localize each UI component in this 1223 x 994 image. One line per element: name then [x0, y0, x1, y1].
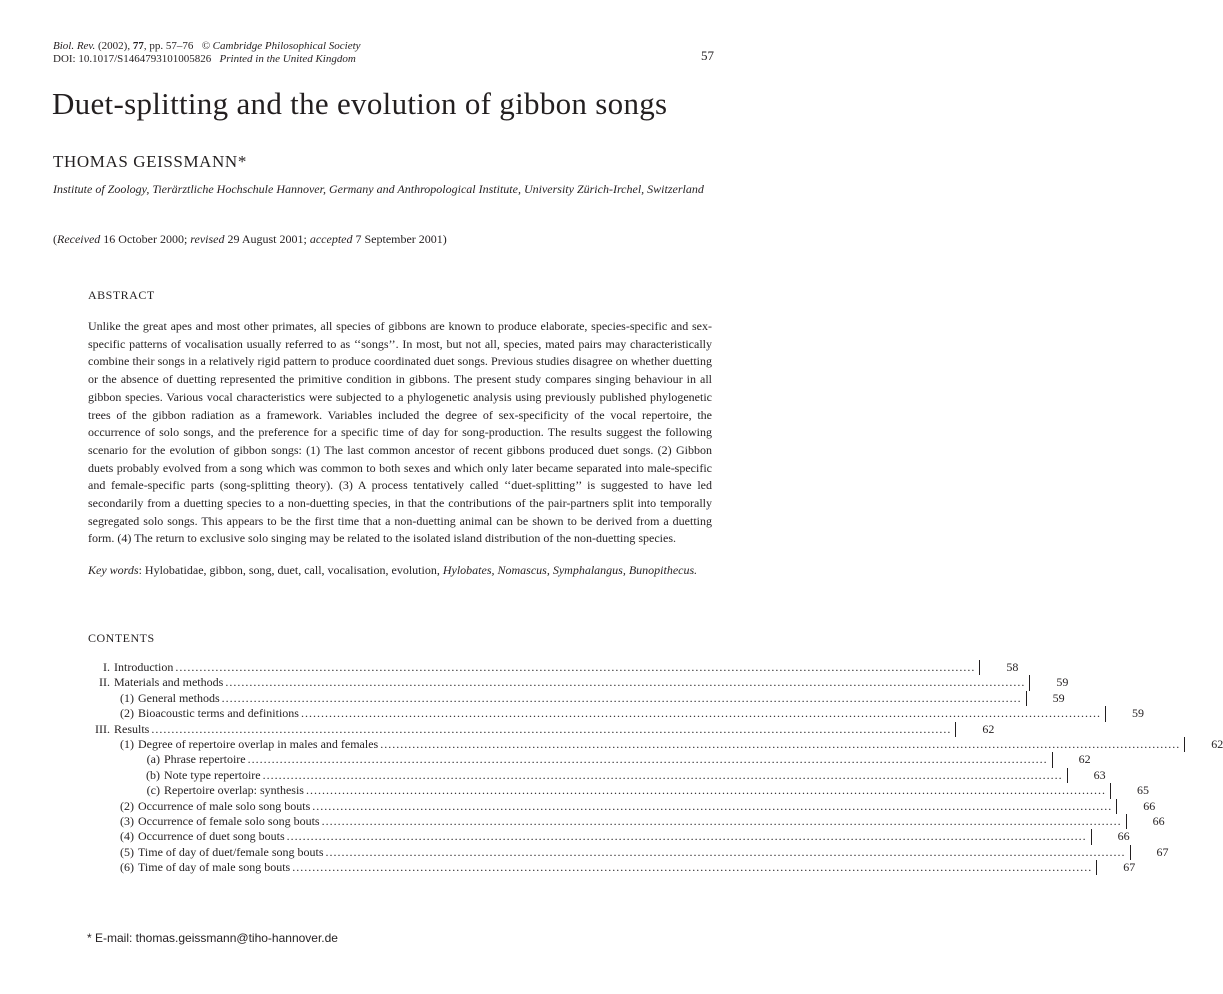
- toc-leader: ........................................................................................................................................................................................................: [286, 829, 1087, 844]
- table-of-contents: [88, 660, 1223, 875]
- email-footnote: * E-mail: thomas.geissmann@tiho-hannover.de: [87, 931, 338, 945]
- toc-number: (2): [120, 798, 134, 813]
- revised-label: revised: [190, 232, 225, 246]
- page-number: 57: [701, 48, 714, 63]
- toc-leader: ........................................................................................................................................................................................................: [221, 690, 1022, 705]
- toc-entry: [88, 798, 1156, 814]
- toc-entry: [88, 860, 1136, 875]
- toc-number: (1): [120, 736, 134, 751]
- abstract-body: Unlike the great apes and most other primates, all species of gibbons are known to produce elaborate, species-specific and sex-specific patterns of vocalisation usually referred to as ‘‘songs’’. In most, but not all, species, mated pairs may characteristically combine their songs in a relatively rigid pattern to produce coordinated duet songs. Previous studies disagree on whether duetting or the absence of duetting represented the primitive condition in gibbons. The present study compares singing behaviour in all gibbon species. Various vocal characteristics were subjected to a phylogenetic analysis using previously published phylogenetic trees of the gibbon radiation as a framework. Variables included the degree of sex-specificity of the vocal repertoire, the occurrence of solo songs, and the preference for a specific time of day for song-production. The results suggest the following scenario for the evolution of gibbon songs: (1) The last common ancestor of recent gibbons produced duet songs. (2) Gibbon duets probably evolved from a song which was common to both sexes and which only later became separated into male-specific and female-specific parts (song-splitting theory). (3) A process tentatively called ‘‘duet-splitting’’ is suggested to have led secondarily from a duetting species to a non-duetting species, in that the contributions of the pair-partners split into temporally segregated solo songs. This appears to be the first time that a non-duetting animal can be shown to be derived from a duetting form. (4) The return to exclusive solo singing may be related to the isolated island distribution of the non-duetting species.: [88, 319, 712, 546]
- journal-name: Biol. Rev.: [53, 40, 96, 52]
- journal-year: (2002),: [98, 40, 133, 52]
- toc-entry: [88, 660, 1019, 675]
- toc-leader: ........................................................................................................................................................................................................: [312, 798, 1113, 813]
- toc-entry: [88, 675, 1069, 690]
- toc-title: Time of day of male song bouts: [138, 860, 291, 875]
- toc-leader: ........................................................................................................................................................................................................: [300, 706, 1101, 721]
- toc-title: Bioacoustic terms and definitions: [138, 706, 299, 721]
- journal-pages: , pp. 57–76: [143, 40, 194, 52]
- copyright-notice: © Cambridge Philosophical Society: [201, 40, 361, 52]
- toc-leader: ........................................................................................................................................................................................................: [292, 860, 1093, 875]
- toc-title: Repertoire overlap: synthesis: [164, 783, 304, 798]
- toc-page: 58: [979, 660, 1018, 675]
- toc-number: (b): [146, 767, 160, 782]
- toc-number: (1): [120, 690, 134, 705]
- toc-number: II.: [99, 675, 110, 690]
- toc-leader: ........................................................................................................................................................................................................: [325, 844, 1126, 859]
- toc-leader: ........................................................................................................................................................................................................: [321, 813, 1122, 828]
- toc-page: 62: [955, 722, 994, 737]
- toc-title: Occurrence of duet song bouts: [138, 829, 285, 844]
- toc-leader: ........................................................................................................................................................................................................: [151, 721, 952, 736]
- toc-number: (c): [146, 783, 160, 798]
- toc-title: Degree of repertoire overlap in males and females: [138, 736, 379, 751]
- dates-open-paren: (: [53, 232, 57, 246]
- toc-page: 59: [1029, 675, 1068, 690]
- toc-entry: [88, 783, 1149, 798]
- accepted-date: 7 September 2001): [355, 232, 447, 246]
- toc-page: 66: [1091, 829, 1130, 844]
- toc-leader: ........................................................................................................................................................................................................: [247, 752, 1048, 767]
- doi: DOI: 10.1017/S1464793101005826: [53, 53, 212, 65]
- author-name: THOMAS GEISSMANN*: [53, 152, 247, 171]
- printed-notice: Printed in the United Kingdom: [219, 53, 356, 65]
- toc-title: General methods: [138, 690, 220, 705]
- toc-title: Note type repertoire: [164, 767, 261, 782]
- running-header: [53, 40, 361, 66]
- toc-title: Phrase repertoire: [164, 752, 246, 767]
- toc-number: (6): [120, 860, 134, 875]
- citation-line: [53, 40, 361, 53]
- revised-date: 29 August 2001;: [227, 232, 307, 246]
- received-date: 16 October 2000;: [103, 232, 188, 246]
- toc-leader: ........................................................................................................................................................................................................: [225, 675, 1026, 690]
- keywords-list: : Hylobatidae, gibbon, song, duet, call, vocalisation, evolution,: [138, 563, 443, 577]
- toc-number: (5): [120, 844, 134, 859]
- toc-number: III.: [95, 721, 110, 736]
- keywords-genera: Hylobates, Nomascus, Symphalangus, Bunopithecus.: [442, 563, 698, 577]
- toc-entry: [88, 706, 1144, 721]
- toc-title: Results: [114, 721, 150, 736]
- accepted-label: accepted: [309, 232, 353, 246]
- toc-entry: [88, 844, 1169, 860]
- toc-page: 62: [1052, 752, 1091, 767]
- received-label: Received: [57, 232, 101, 246]
- author-affiliation: Institute of Zoology, Tierärztliche Hochschule Hannover, Germany and Anthropological Institute, University Zürich-Irchel, Switzerland: [53, 182, 704, 196]
- toc-page: 59: [1026, 691, 1065, 706]
- keywords-label: Key words: [88, 563, 139, 577]
- toc-leader: ........................................................................................................................................................................................................: [175, 660, 976, 674]
- toc-entry: [88, 721, 995, 737]
- toc-page: 63: [1067, 768, 1106, 783]
- toc-title: Time of day of duet/female song bouts: [138, 844, 324, 859]
- toc-page: 66: [1116, 799, 1155, 814]
- toc-page: 62: [1184, 737, 1223, 752]
- toc-page: 67: [1096, 860, 1135, 875]
- toc-leader: ........................................................................................................................................................................................................: [305, 783, 1106, 798]
- journal-volume: 77: [132, 40, 144, 52]
- toc-entry: [88, 752, 1091, 767]
- article-title: Duet-splitting and the evolution of gibbon songs: [52, 86, 668, 121]
- toc-leader: ........................................................................................................................................................................................................: [380, 736, 1181, 751]
- toc-entry: [88, 813, 1165, 829]
- toc-title: Occurrence of male solo song bouts: [138, 798, 311, 813]
- toc-number: (2): [120, 706, 134, 721]
- toc-title: Materials and methods: [114, 675, 224, 690]
- toc-page: 67: [1130, 845, 1169, 860]
- doi-line: [53, 53, 361, 66]
- keywords: [88, 561, 712, 579]
- toc-page: 66: [1126, 814, 1165, 829]
- toc-entry: [88, 767, 1106, 783]
- toc-title: Occurrence of female solo song bouts: [138, 813, 320, 828]
- toc-entry: [88, 736, 1223, 752]
- toc-page: 65: [1110, 783, 1149, 798]
- contents-heading: CONTENTS: [88, 631, 155, 645]
- toc-number: (3): [120, 813, 134, 828]
- toc-title: Introduction: [114, 660, 174, 674]
- toc-entry: [88, 829, 1130, 844]
- abstract-heading: ABSTRACT: [88, 288, 155, 302]
- toc-number: (4): [120, 829, 134, 844]
- toc-entry: [88, 690, 1065, 706]
- received-dates: [53, 232, 447, 247]
- toc-leader: ........................................................................................................................................................................................................: [262, 767, 1063, 782]
- toc-number: (a): [146, 752, 160, 767]
- toc-page: 59: [1105, 706, 1144, 721]
- toc-number: I.: [103, 660, 110, 674]
